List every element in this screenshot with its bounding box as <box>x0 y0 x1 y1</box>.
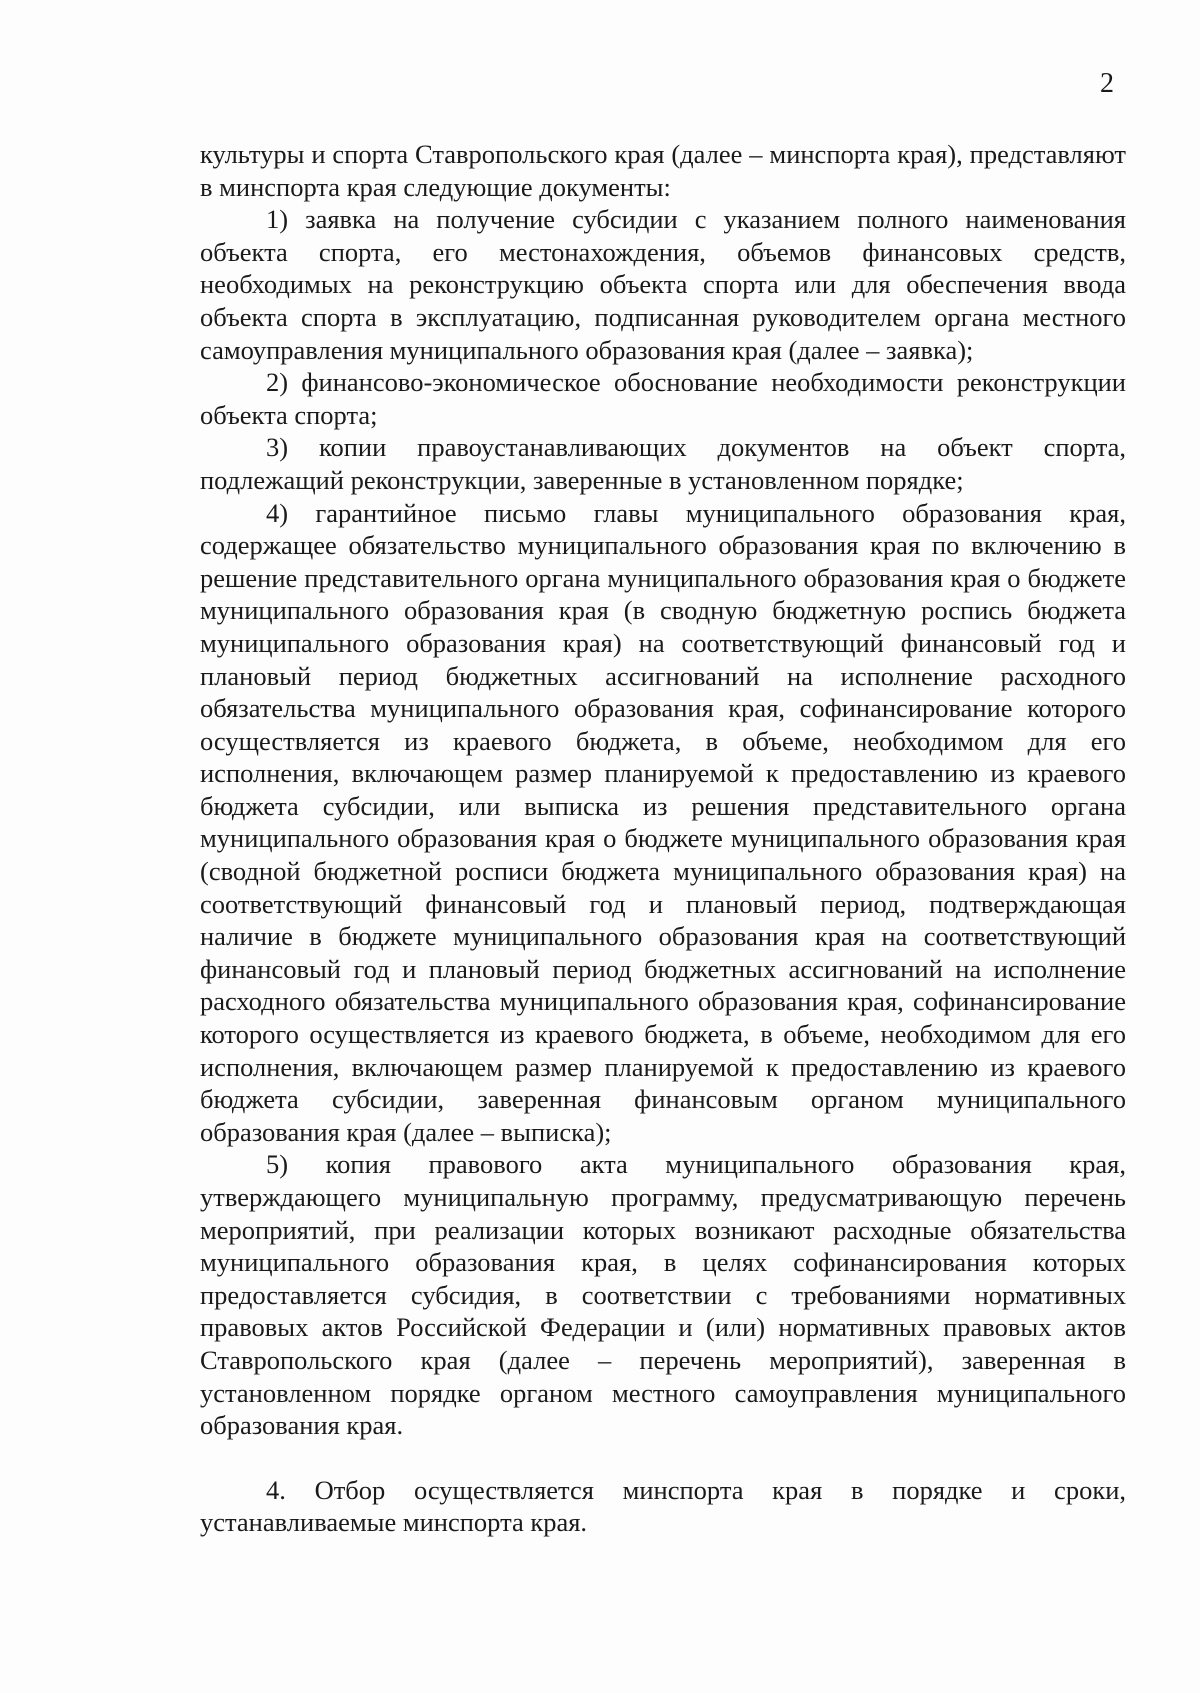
paragraph-item-1: 1) заявка на получение субсидии с указанием полного наименования объекта спорта, его местонахождения, объемов финансовых средств, необходимых на реконструкцию объекта спорта или для обеспечения ввода объекта спорта в эксплуатацию, подписанная руководителем органа местного самоуправления муниципального образования края (далее – заявка); <box>200 204 1126 365</box>
paragraph-section-4: 4. Отбор осуществляется минспорта края в порядке и сроки, устанавливаемые минспорта края. <box>200 1474 1126 1538</box>
paragraph-item-3: 3) копии правоустанавливающих документов на объект спорта, подлежащий реконструкции, заверенные в установленном порядке; <box>200 432 1126 495</box>
paragraph-item-4: 4) гарантийное письмо главы муниципального образования края, содержащее обязательство муниципального образования края по включению в решение представительного органа муниципального образования края о бюджете муниципального образования края (в сводную бюджетную роспись бюджета муниципального образования края) на соответствующий финансовый год и плановый период бюджетных ассигнований на исполнение расходного обязательства муниципального образования края, софинансирование которого осуществляется из краевого бюджета, в объеме, необходимом для его исполнения, включающем размер планируемой к предоставлению из краевого бюджета субсидии, или выписка из решения представительного органа муниципального образования края о бюджете муниципального образования края (сводной бюджетной росписи бюджета муниципального образования края) на соответствующий финансовый год и плановый период, подтверждающая наличие в бюджете муниципального образования края на соответствующий финансовый год и плановый период бюджетных ассигнований на исполнение расходного обязательства муниципального образования края, софинансирование которого осуществляется из краевого бюджета, в объеме, необходимом для его исполнения, включающем размер планируемой к предоставлению из краевого бюджета субсидии, заверенная финансовым органом муниципального образования края (далее – выписка); <box>200 497 1126 1147</box>
paragraph-intro: культуры и спорта Ставропольского края (далее – минспорта края), представляют в минспорта края следующие документы: <box>200 139 1126 202</box>
paragraph-item-5: 5) копия правового акта муниципального образования края, утверждающего муниципальную программу, предусматривающую перечень мероприятий, при реализации которых возникают расходные обязательства муниципального образования края, в целях софинансирования которых предоставляется субсидия, в соответствии с требованиями нормативных правовых актов Российской Федерации и (или) нормативных правовых актов Ставропольского края (далее – перечень мероприятий), заверенная в установленном порядке органом местного самоуправления муниципального образования края. <box>200 1149 1126 1441</box>
paragraph-item-2: 2) финансово-экономическое обоснование необходимости реконструкции объекта спорта; <box>200 367 1126 430</box>
page-number: 2 <box>1100 68 1114 99</box>
document-body <box>200 138 1126 1539</box>
